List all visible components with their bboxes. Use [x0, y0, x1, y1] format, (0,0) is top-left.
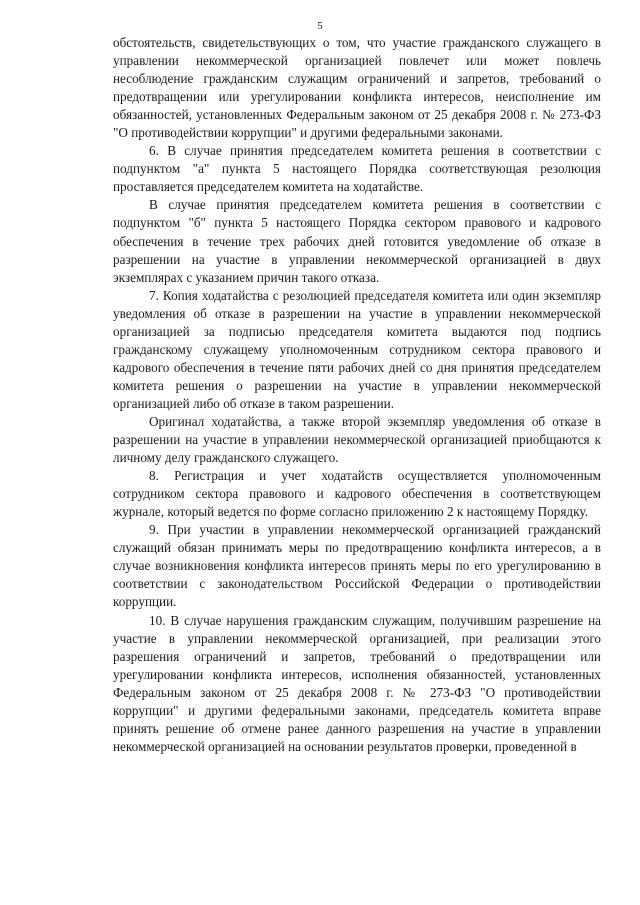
paragraph-item-7: 7. Копия ходатайства с резолюцией председателя комитета или один экземпляр уведомления об отказе в разрешении на участие в управлении некоммерческой организацией за подписью председателя комитета выдаются под подпись гражданскому служащему уполномоченным сотрудником сектора правового и кадрового обеспечения в течение пяти рабочих дней со дня принятия председателем комитета решения о разрешении на участие в управлении некоммерческой организацией либо об отказе в таком разрешении.: [113, 287, 601, 411]
paragraph-item-8: 8. Регистрация и учет ходатайств осуществляется уполномоченным сотрудником сектора правового и кадрового обеспечения в соответствующем журнале, который ведется по форме согласно приложению 2 к настоящему Порядку.: [113, 468, 601, 520]
document-body: [113, 34, 601, 756]
paragraph-item-9: 9. При участии в управлении некоммерческой организацией гражданский служащий обязан принимать меры по предотвращению конфликта интересов, а в случае возникновения конфликта интересов принять меры по его урегулированию в соответствии с законодательством Российской Федерации о противодействии коррупции.: [113, 522, 601, 610]
page-number: 5: [317, 20, 323, 32]
paragraph-item-7-original: Оригинал ходатайства, а также второй экземпляр уведомления об отказе в разрешении на участие в управлении некоммерческой организацией приобщаются к личному делу гражданского служащего.: [113, 413, 601, 466]
paragraph-item-10: 10. В случае нарушения гражданским служащим, получившим разрешение на участие в управлении некоммерческой организацией, при реализации этого разрешения ограничений и запретов, требований о предотвращении или урегулировании конфликта интересов, исполнения обязанностей, установленных Федеральным законом от 25 декабря 2008 г. № 273-ФЗ "О противодействии коррупции" и другими федеральными законами, председатель комитета вправе принять решение об отмене ранее данного разрешения на участие в управлении некоммерческой организацией на основании результатов проверки, проведенной в: [113, 612, 601, 754]
paragraph-item-6-refusal: В случае принятия председателем комитета решения в соответствии с подпунктом "б" пункта 5 настоящего Порядка сектором правового и кадрового обеспечения в течение трех рабочих дней готовится уведомление об отказе в разрешении на участие в управлении некоммерческой организацией в двух экземплярах с указанием причин такого отказа.: [113, 197, 601, 285]
paragraph-item-6: 6. В случае принятия председателем комитета решения в соответствии с подпунктом "а" пункта 5 настоящего Порядка соответствующая резолюция проставляется председателем комитета на ходатайстве.: [113, 143, 601, 195]
paragraph-continuation: обстоятельств, свидетельствующих о том, что участие гражданского служащего в управлении некоммерческой организацией повлечет или может повлечь несоблюдение гражданским служащим ограничений и запретов, требований о предотвращении или урегулировании конфликта интересов, неисполнение им обязанностей, установленных Федеральным законом от 25 декабря 2008 г. № 273-ФЗ "О противодействии коррупции" и другими федеральными законами.: [113, 35, 601, 141]
